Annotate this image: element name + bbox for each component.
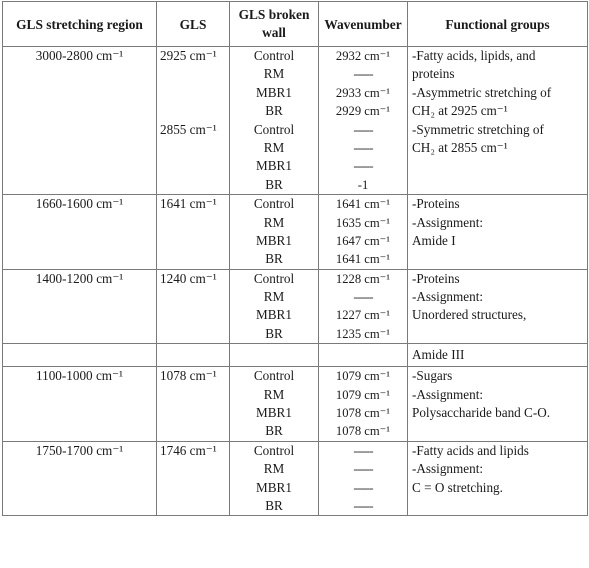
- wavenumber-cell: [319, 269, 408, 344]
- empty-cell: [157, 344, 230, 367]
- functional-group-text: Unordered structures,: [412, 307, 527, 323]
- functional-groups-cell: [408, 367, 588, 442]
- wavenumber-value: 1079 cm⁻¹: [335, 369, 391, 384]
- wall-label: MBR1: [256, 479, 292, 495]
- table-row: [3, 344, 588, 367]
- gls-cell: [157, 367, 230, 442]
- wavenumber-cell: [319, 367, 408, 442]
- header-broken-wall-line1: GLS broken: [238, 6, 310, 22]
- wavenumber-value: 1078 cm⁻¹: [335, 424, 391, 439]
- region-cell: [3, 47, 157, 195]
- wall-label: BR: [265, 325, 283, 341]
- wall-label: Control: [253, 270, 295, 286]
- region-cell: [3, 269, 157, 344]
- gls-value: 1746 cm⁻¹: [160, 442, 217, 458]
- wavenumber-cell: [319, 47, 408, 195]
- wall-label: MBR1: [256, 405, 292, 421]
- functional-group-text: -Asymmetric stretching of: [412, 84, 552, 100]
- functional-group-text: Polysaccharide band C-O.: [412, 405, 551, 421]
- wall-label: Control: [253, 121, 295, 137]
- wavenumber-value: ------: [353, 140, 373, 155]
- wall-label: Control: [253, 368, 295, 384]
- empty-cell: [3, 344, 157, 367]
- region-value: 1100-1000 cm⁻¹: [36, 368, 123, 384]
- wall-label: RM: [263, 214, 285, 230]
- wavenumber-value: ------: [353, 480, 373, 495]
- wavenumber-value: 1227 cm⁻¹: [335, 308, 391, 323]
- gls-value: 2855 cm⁻¹: [160, 121, 217, 137]
- wall-cell: [230, 269, 319, 344]
- functional-group-text: CH₂ at 2855 cm⁻¹: [412, 139, 508, 155]
- functional-group-text: -Proteins: [412, 196, 460, 212]
- wall-cell: [230, 195, 319, 270]
- functional-group-text: -Assignment:: [412, 289, 484, 305]
- wall-label: MBR1: [256, 232, 292, 248]
- header-functional-groups: Functional groups: [408, 2, 588, 47]
- wavenumber-value: 2932 cm⁻¹: [335, 49, 391, 63]
- wall-label: RM: [263, 289, 285, 305]
- table-row: [3, 47, 588, 195]
- wavenumber-value: ------: [353, 462, 373, 477]
- wall-label: RM: [263, 66, 285, 82]
- wavenumber-value: 1641 cm⁻¹: [335, 252, 391, 267]
- wavenumber-value: -1: [357, 177, 369, 192]
- region-cell: [3, 195, 157, 270]
- functional-group-text: Amide I: [412, 232, 456, 248]
- wavenumber-value: 1228 cm⁻¹: [335, 271, 391, 286]
- functional-group-text: -Fatty acids, lipids, and: [412, 48, 536, 63]
- empty-cell: [319, 344, 408, 367]
- region-value: 1660-1600 cm⁻¹: [35, 196, 124, 212]
- functional-group-text: -Fatty acids and lipids: [412, 442, 529, 458]
- empty-cell: [230, 344, 319, 367]
- gls-value: 2925 cm⁻¹: [160, 48, 217, 63]
- functional-group-text: Amide III: [412, 347, 465, 363]
- region-cell: [3, 441, 157, 516]
- wavenumber-value: ------: [353, 290, 373, 305]
- wall-cell: [230, 367, 319, 442]
- gls-cell: [157, 195, 230, 270]
- gls-value: 1078 cm⁻¹: [160, 368, 217, 384]
- wavenumber-value: 2933 cm⁻¹: [335, 85, 391, 100]
- table-row: [3, 195, 588, 270]
- gls-cell: [157, 47, 230, 195]
- wall-label: Control: [253, 442, 295, 458]
- header-row: [3, 2, 588, 47]
- header-broken-wall: [230, 2, 319, 47]
- gls-value: 1240 cm⁻¹: [160, 270, 217, 286]
- wall-label: BR: [265, 251, 283, 267]
- functional-group-text: -Sugars: [412, 368, 453, 384]
- wavenumber-value: 1647 cm⁻¹: [335, 233, 391, 248]
- functional-groups-cell: [408, 269, 588, 344]
- functional-groups-cell: [408, 441, 588, 516]
- functional-group-text: -Assignment:: [412, 461, 484, 477]
- wall-label: RM: [263, 139, 285, 155]
- table-row: [3, 441, 588, 516]
- header-gls: GLS: [157, 2, 230, 47]
- wall-label: Control: [253, 196, 295, 212]
- wavenumber-value: 1641 cm⁻¹: [335, 197, 391, 212]
- wavenumber-value: ------: [353, 159, 373, 174]
- wavenumber-cell: [319, 195, 408, 270]
- functional-group-text: -Symmetric stretching of: [412, 121, 544, 137]
- wavenumber-value: ------: [353, 122, 373, 137]
- ftir-table: [2, 1, 588, 516]
- wavenumber-value: ------: [353, 443, 373, 458]
- header-wavenumber: Wavenumber: [319, 2, 408, 47]
- functional-groups-cell: [408, 47, 588, 195]
- wavenumber-value: 2929 cm⁻¹: [335, 104, 391, 119]
- region-cell: [3, 367, 157, 442]
- wall-label: BR: [265, 176, 283, 192]
- functional-group-text: C = O stretching.: [412, 479, 503, 495]
- header-region: GLS stretching region: [3, 2, 157, 47]
- wall-label: Control: [253, 48, 295, 63]
- wavenumber-value: ------: [353, 67, 373, 82]
- region-value: 1750-1700 cm⁻¹: [35, 442, 124, 458]
- wall-label: MBR1: [256, 307, 292, 323]
- functional-group-text: CH₂ at 2925 cm⁻¹: [412, 103, 508, 119]
- functional-group-text: -Proteins: [412, 270, 460, 286]
- table-row: [3, 367, 588, 442]
- region-value: 1400-1200 cm⁻¹: [35, 270, 124, 286]
- table-row: [3, 269, 588, 344]
- functional-group-text: -Assignment:: [412, 386, 484, 402]
- wavenumber-cell: [319, 441, 408, 516]
- region-value: 3000-2800 cm⁻¹: [35, 48, 124, 63]
- wavenumber-value: ------: [353, 498, 373, 513]
- functional-groups-cell: [408, 344, 588, 367]
- functional-group-text: proteins: [412, 66, 455, 82]
- wavenumber-value: 1635 cm⁻¹: [335, 215, 391, 230]
- wall-label: RM: [263, 386, 285, 402]
- wall-label: MBR1: [256, 158, 292, 174]
- wavenumber-value: 1078 cm⁻¹: [335, 406, 391, 421]
- header-broken-wall-line2: wall: [262, 25, 286, 40]
- wall-cell: [230, 441, 319, 516]
- gls-cell: [157, 269, 230, 344]
- gls-cell: [157, 441, 230, 516]
- wall-label: BR: [265, 103, 283, 119]
- functional-group-text: -Assignment:: [412, 214, 484, 230]
- wavenumber-value: 1079 cm⁻¹: [335, 387, 391, 402]
- wall-cell: [230, 47, 319, 195]
- wall-label: BR: [265, 423, 283, 439]
- wall-label: RM: [263, 461, 285, 477]
- wall-label: BR: [265, 497, 283, 513]
- gls-value: 1641 cm⁻¹: [160, 196, 217, 212]
- functional-groups-cell: [408, 195, 588, 270]
- wavenumber-value: 1235 cm⁻¹: [335, 326, 391, 341]
- wall-label: MBR1: [256, 84, 292, 100]
